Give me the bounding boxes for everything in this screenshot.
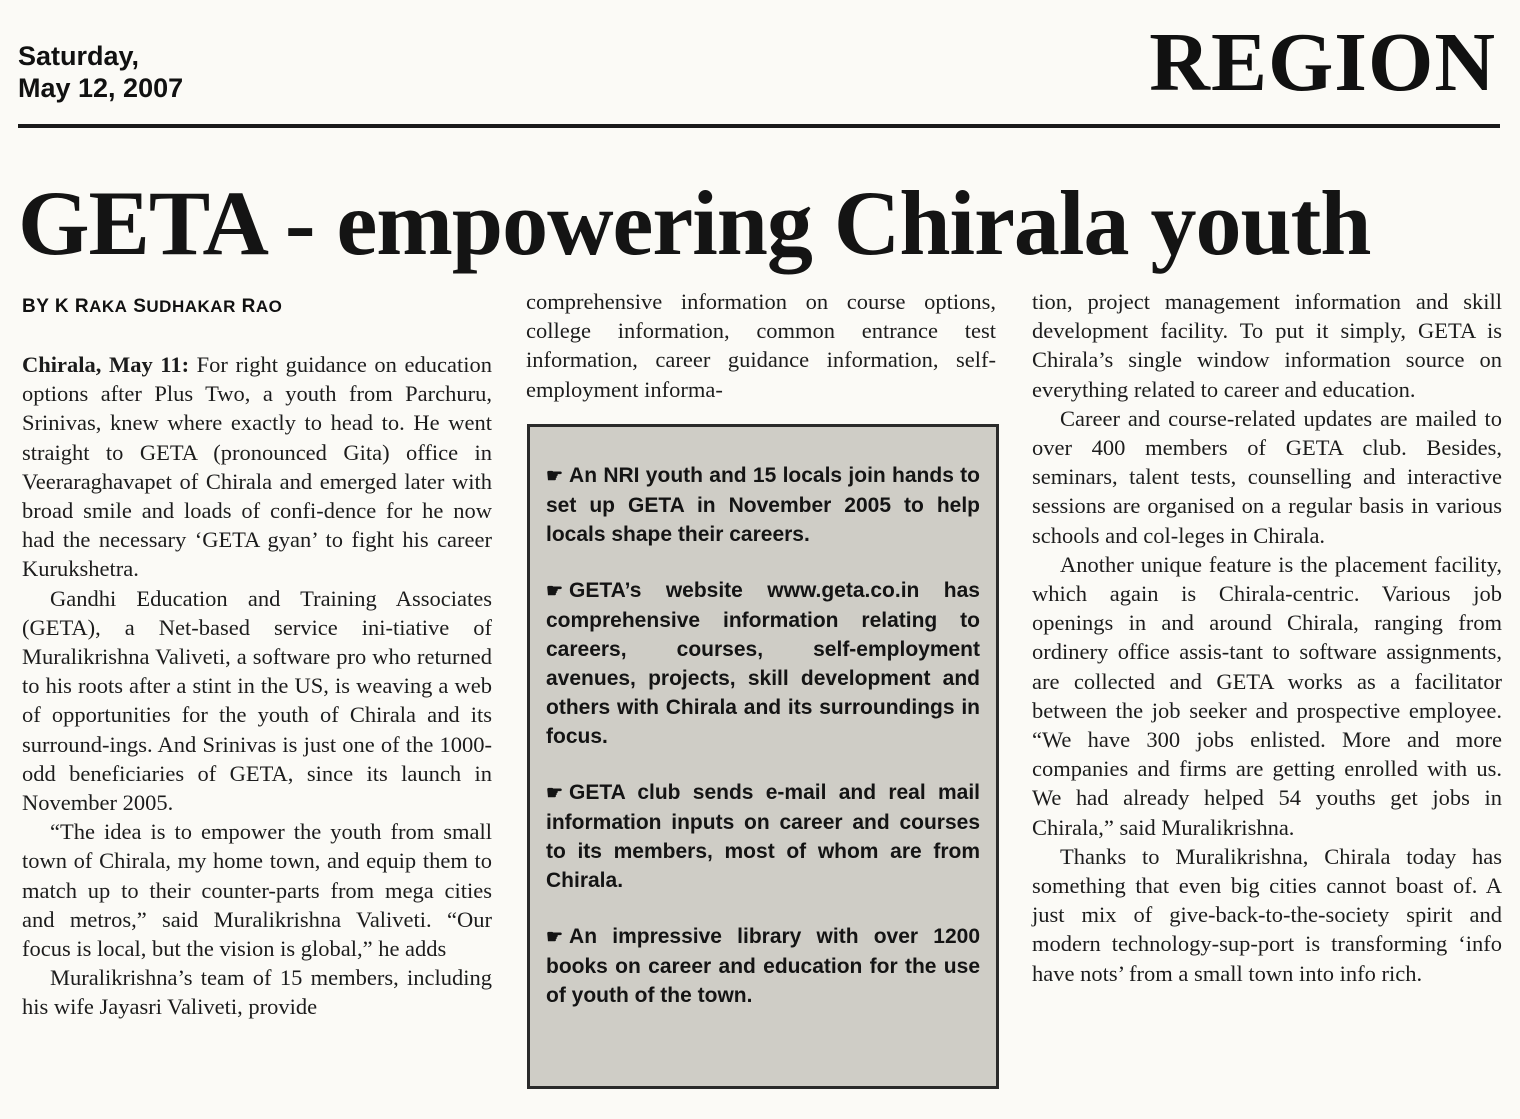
- paragraph: Another unique feature is the placement facility, which again is Chirala-centric. Various job openings in and around Chirala, ranging from ordinery office assis-tant to software assignments, are collected and GETA works as a facilitator between the job seeker and prospective employee. “We have 300 jobs enlisted. More and more companies and firms are getting enrolled with us. We had already helped 54 youths get jobs in Chirala,” said Muralikrishna.: [1032, 551, 1502, 840]
- paragraph: comprehensive information on course options, college information, common entrance test information, career guidance information, self-employment informa-: [526, 289, 996, 402]
- paragraph: Gandhi Education and Training Associates (GETA), a Net-based service ini-tiative of Muralikrishna Valiveti, a software pro who returned to his roots after a stint in the US, is weaving a web of opportunities for the youth of Chirala and its surround-ings. And Srinivas is just one of the 1000-odd beneficiaries of GETA, since its launch in November 2005.: [22, 585, 492, 816]
- paragraph: “The idea is to empower the youth from small town of Chirala, my home town, and equip them to match up to their counter-parts from mega cities and metros,” said Muralikrishna Valiveti. “Our focus is local, but the vision is global,” he adds: [22, 819, 492, 962]
- byline-rao-initial: R: [241, 296, 256, 317]
- highlight-item: [546, 576, 980, 751]
- pointing-hand-icon: ☛: [546, 466, 564, 487]
- paragraph: Thanks to Muralikrishna, Chirala today has something that even big cities cannot boast of. A just mix of give-back-to-the-society spirit and modern technology-sup-port is transforming ‘info have nots’ from a small town into info rich.: [1032, 843, 1502, 986]
- highlights-box: [527, 424, 999, 1089]
- paragraph: Career and course-related updates are mailed to over 400 members of GETA club. Besides, seminars, talent tests, counselling and interactive sessions are organised on a regular basis in various schools and col-leges in Chirala.: [1032, 405, 1502, 548]
- byline-raka-initial: R: [74, 296, 90, 317]
- paragraph: tion, project management information and skill development facility. To put it simply, GETA is Chirala’s single window information source on everything related to career and education.: [1032, 289, 1502, 402]
- highlight-text: GETA’s website www.geta.co.in has comprehensive information relating to careers, courses, self-employment avenues, projects, skill development and others with Chirala and its surroundings in focus.: [546, 579, 980, 748]
- article-byline: [22, 296, 282, 318]
- byline-raka-rest: AKA: [89, 297, 128, 316]
- highlight-text: An impressive library with over 1200 books on career and education for the use of youth of the town.: [546, 925, 980, 1007]
- issue-date-text: May 12, 2007: [18, 73, 184, 103]
- paragraph: [22, 350, 492, 584]
- pointing-hand-icon: ☛: [546, 783, 564, 804]
- paragraph: Muralikrishna’s team of 15 members, including his wife Jayasri Valiveti, provide: [22, 965, 492, 1020]
- highlight-item: [546, 922, 980, 1010]
- article-column-2: [526, 287, 996, 404]
- byline-k: K: [54, 296, 70, 317]
- article-column-1: [22, 350, 492, 1022]
- issue-date: [18, 40, 183, 104]
- issue-day: Saturday,: [18, 41, 140, 71]
- byline-by: BY: [22, 296, 50, 317]
- highlight-item: [546, 778, 980, 895]
- pointing-hand-icon: ☛: [546, 927, 564, 948]
- highlight-text: GETA club sends e-mail and real mail information inputs on career and courses to its members, most of whom are from Chirala.: [546, 781, 980, 892]
- byline-sudhakar-initial: S: [133, 296, 147, 317]
- paragraph-text: For right guidance on education options after Plus Two, a youth from Parchuru, Srinivas, knew where exactly to head to. He went straight to GETA (pronounced Gita) office in Veeraraghavapet of Chirala and emerged later with broad smile and loads of confi-dence for he now had the necessary ‘GETA gyan’ to fight his career Kurukshetra.: [22, 352, 492, 582]
- article-headline: GETA - empowering Chirala youth: [18, 172, 1371, 274]
- pointing-hand-icon: ☛: [546, 581, 564, 602]
- highlight-item: [546, 461, 980, 549]
- byline-rao-rest: AO: [255, 297, 283, 316]
- byline-sudhakar-rest: UDHAKAR: [146, 297, 236, 316]
- highlight-text: An NRI youth and 15 locals join hands to set up GETA in November 2005 to help locals shape their careers.: [546, 464, 980, 546]
- article-column-3: [1032, 287, 1502, 988]
- masthead-rule: [18, 124, 1500, 128]
- section-title: REGION: [1149, 16, 1496, 109]
- dateline: Chirala, May 11:: [22, 352, 190, 377]
